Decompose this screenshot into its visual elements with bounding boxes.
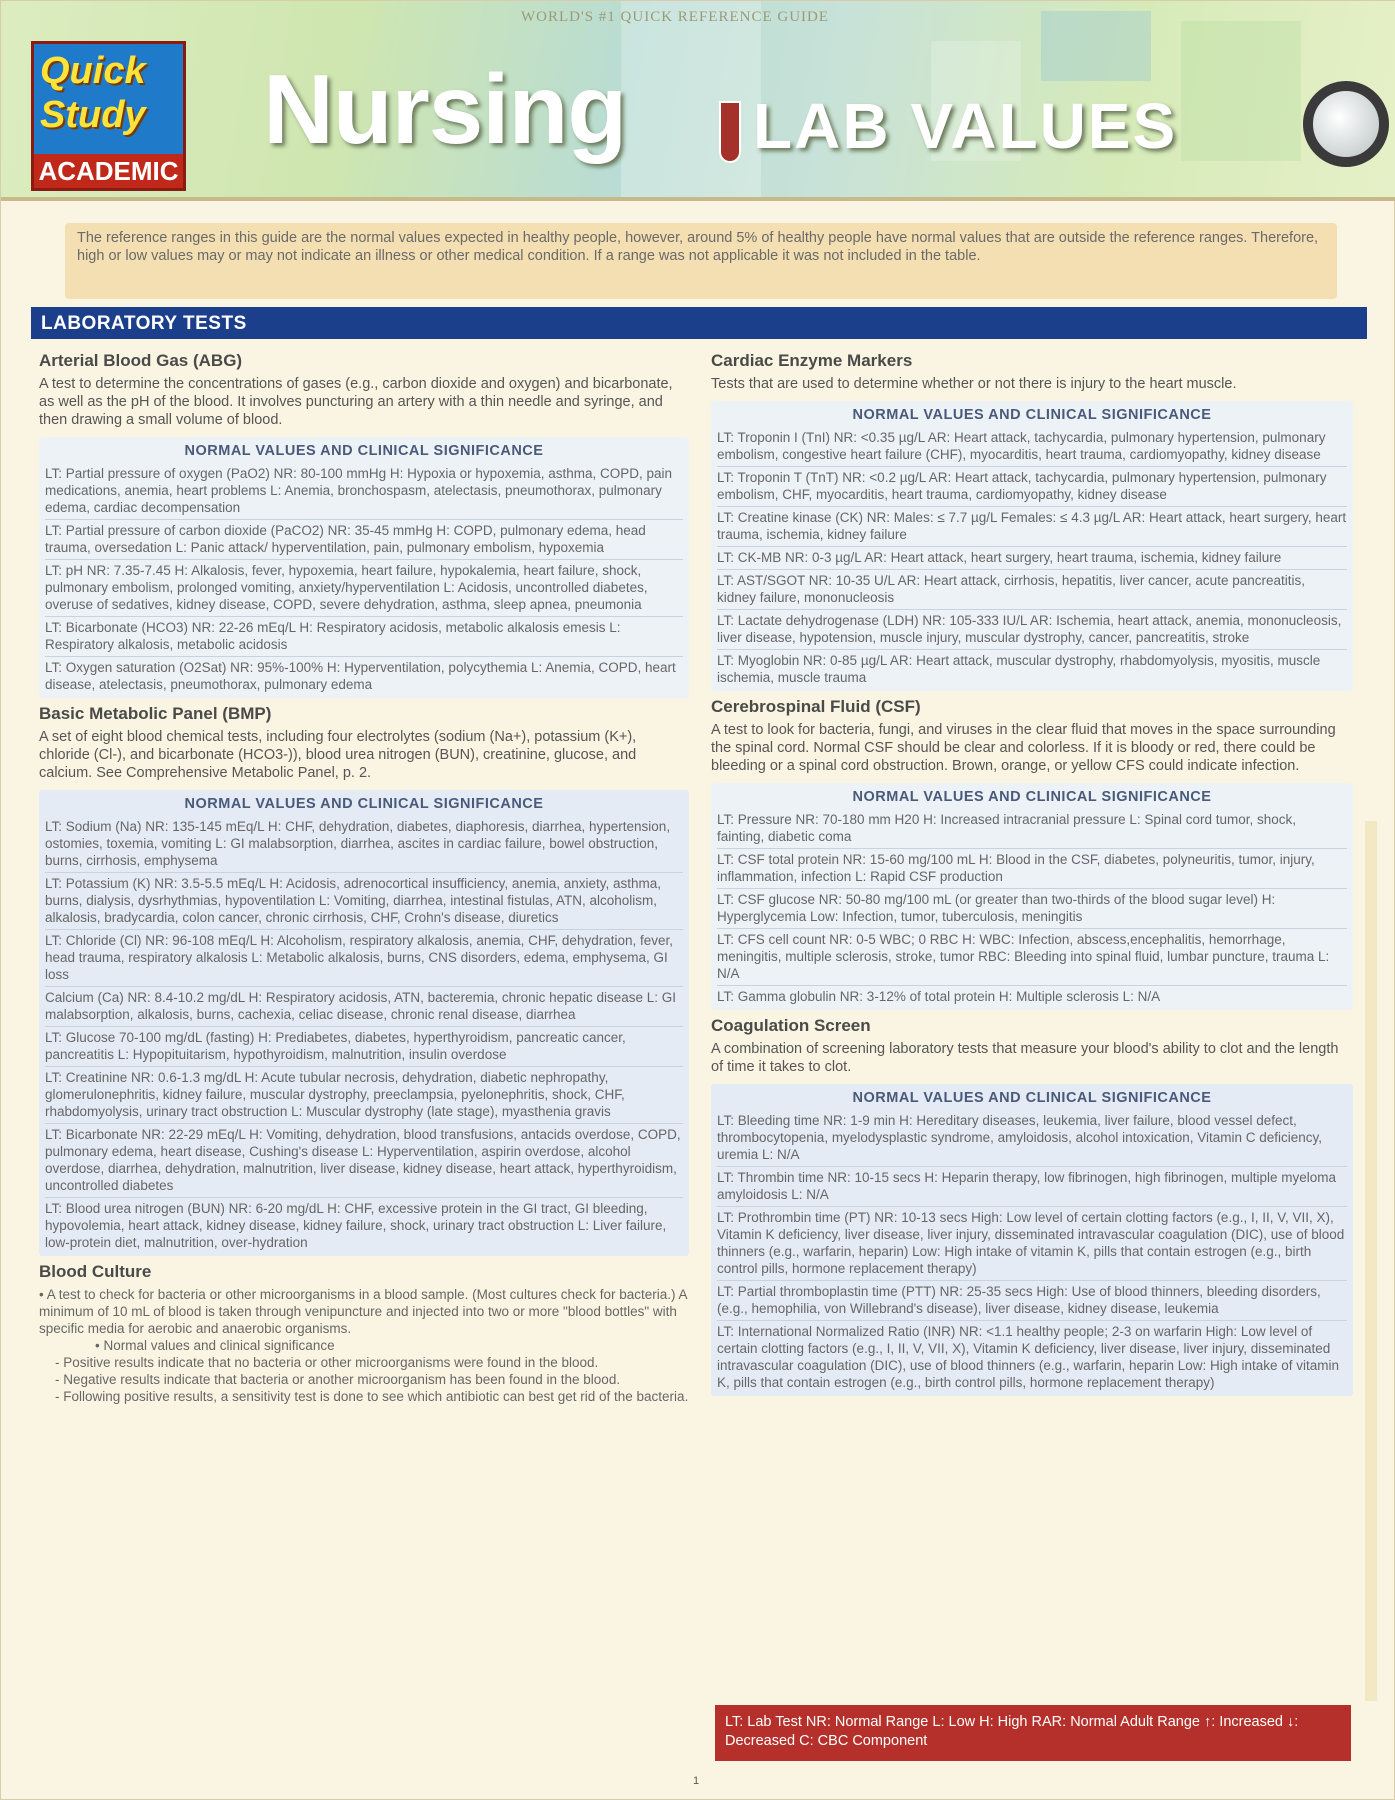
lab-entry: LT: Pressure NR: 70-180 mm H20 H: Increased intracranial pressure L: Spinal cord tumor, shock, fainting, diabetic coma — [717, 809, 1347, 849]
test-tube-icon — [719, 101, 741, 163]
normal-values-box-abg — [39, 437, 689, 698]
section-title-bmp: Basic Metabolic Panel (BMP) — [39, 704, 272, 723]
lab-entry: LT: Partial thromboplastin time (PTT) NR: 25-35 secs High: Use of blood thinners, bleeding disorders, (e.g., hemophilia, von Willebrand's disease), liver disease, kidney disease, leukemia — [717, 1281, 1347, 1321]
lab-entry: LT: CK-MB NR: 0-3 µg/L AR: Heart attack, heart surgery, heart trauma, ischemia, kidney failure — [717, 547, 1347, 570]
lab-entry: LT: Chloride (Cl) NR: 96-108 mEq/L H: Alcoholism, respiratory alkalosis, anemia, CHF, dehydration, fever, head trauma, respiratory alkalosis L: Metabolic alkalosis, burns, CNS disorders, edema, emphysema, GI loss — [45, 930, 683, 987]
lab-entry: LT: Thrombin time NR: 10-15 secs H: Heparin therapy, low fibrinogen, high fibrinogen, multiple myeloma amyloidosis L: N/A — [717, 1167, 1347, 1207]
normal-values-heading: NORMAL VALUES AND CLINICAL SIGNIFICANCE — [852, 407, 1212, 423]
page-title: Nursing — [263, 54, 627, 164]
lab-entry: LT: Prothrombin time (PT) NR: 10-13 secs High: Low level of certain clotting factors (e.g., I, II, V, VII, X), Vitamin K deficiency, liver disease, liver injury, disseminated intravascular coagulation (DIC), use of blood thinners (e.g., warfarin, heparin) Low: High intake of vitamin K, pills that contain estrogen (e.g., birth control pills, hormone replacement therapy) — [717, 1207, 1347, 1281]
intro-note: The reference ranges in this guide are the normal values expected in healthy people, however, around 5% of healthy people have normal values that are outside the reference ranges. Therefore, high or low values may or may not indicate an illness or other medical condition. If a range was not applicable it was not included in the table. — [65, 223, 1337, 299]
header-banner — [1, 1, 1395, 201]
list-item: - Following positive results, a sensitivity test is done to see which antibiotic can best get rid of the bacteria. — [55, 1389, 689, 1404]
lab-entry: LT: CSF total protein NR: 15-60 mg/100 mL H: Blood in the CSF, diabetes, polyneuritis, tumor, injury, inflammation, infection L: Rapid CSF production — [717, 849, 1347, 889]
list-item: - Negative results indicate that bacteria or another microorganism has been found in the blood. — [55, 1372, 621, 1387]
list-item: - Positive results indicate that no bacteria or other microorganisms were found in the blood. — [55, 1355, 599, 1370]
lab-entry: LT: Sodium (Na) NR: 135-145 mEq/L H: CHF, dehydration, diabetes, diaphoresis, diarrhea, hypertension, ostomies, toxemia, vomiting L: GI malabsorption, diarrhea, ascites in cardiac failure, bowel obstruction, burns, cirrhosis, emphysema — [45, 816, 683, 873]
lab-entry: LT: Bicarbonate NR: 22-29 mEq/L H: Vomiting, dehydration, blood transfusions, antacids overdose, COPD, pulmonary edema, heart disease, Cushing's disease L: Hyperventilation, aspirin overdose, alcohol overdose, diarrhea, dehydration, malnutrition, liver disease, kidney disease, heart attack, hyperthyroidism, uncontrolled diabetes — [45, 1124, 683, 1198]
lab-entry: LT: Myoglobin NR: 0-85 µg/L AR: Heart attack, muscular dystrophy, rhabdomyolysis, myositis, muscle ischemia, muscle trauma — [717, 653, 1321, 685]
lab-entry: LT: Creatinine NR: 0.6-1.3 mg/dL H: Acute tubular necrosis, dehydration, diabetic nephropathy, glomerulonephritis, kidney failure, muscular dystrophy, preeclampsia, pyelonephritis, shock, CHF, rhabdomyolysis, urinary tract obstruction L: Muscular dystrophy (late stage), myasthenia gravis — [45, 1067, 683, 1124]
normal-values-heading: NORMAL VALUES AND CLINICAL SIGNIFICANCE — [852, 1090, 1212, 1106]
normal-values-heading: NORMAL VALUES AND CLINICAL SIGNIFICANCE — [184, 443, 544, 459]
lab-entry: LT: CFS cell count NR: 0-5 WBC; 0 RBC H: WBC: Infection, abscess,encephalitis, hemorrhage, meningitis, multiple sclerosis, stroke, tumor RBC: Bleeding into spinal fluid, lumbar puncture, trauma L: N/A — [717, 929, 1347, 986]
normal-values-heading: NORMAL VALUES AND CLINICAL SIGNIFICANCE — [852, 789, 1212, 805]
left-column — [39, 347, 689, 1405]
right-column — [711, 347, 1353, 1402]
section-title-cardiac: Cardiac Enzyme Markers — [711, 351, 913, 370]
section-desc-coagulation: A combination of screening laboratory tests that measure your blood's ability to clot and the length of time it takes to clot. — [711, 1041, 1339, 1075]
lab-entry: LT: Partial pressure of carbon dioxide (PaCO2) NR: 35-45 mmHg H: COPD, pulmonary edema, head trauma, oversedation L: Panic attack/ hyperventilation, pain, pulmonary embolism, hypoxemia — [45, 520, 683, 560]
lab-entry: LT: Bleeding time NR: 1-9 min H: Hereditary diseases, leukemia, liver failure, blood vessel defect, thrombocytopenia, myelodysplastic syndrome, amyloidosis, alcohol intoxication, Vitamin C deficiency, uremia L: N/A — [717, 1110, 1347, 1167]
lab-entry: LT: Troponin T (TnT) NR: <0.2 µg/L AR: Heart attack, tachycardia, pulmonary hypertension, pulmonary embolism, CHF, myocarditis, heart trauma, cardiomyopathy, kidney disease — [717, 467, 1347, 507]
magnifier-icon — [1303, 81, 1389, 167]
lab-entry: LT: Blood urea nitrogen (BUN) NR: 6-20 mg/dL H: CHF, excessive protein in the GI tract, GI bleeding, hypovolemia, heart attack, kidney disease, kidney failure, shock, urinary tract obstruction L: Liver failure, low-protein diet, malnutrition, over-hydration — [45, 1201, 667, 1250]
lab-entry: LT: pH NR: 7.35-7.45 H: Alkalosis, fever, hypoxemia, heart failure, hypokalemia, heart failure, shock, pulmonary embolism, prolonged vomiting, anxiety/hyperventilation L: Acidosis, uncontrolled diabetes, overuse of sedatives, kidney disease, COPD, severe dehydration, asthma, sleep apnea, pneumonia — [45, 560, 683, 617]
section-title-csf: Cerebrospinal Fluid (CSF) — [711, 697, 921, 716]
page-number: 1 — [693, 1775, 700, 1787]
page-subtitle: LAB VALUES — [753, 90, 1178, 162]
normal-values-heading: NORMAL VALUES AND CLINICAL SIGNIFICANCE — [184, 796, 544, 812]
section-desc-abg: A test to determine the concentrations of gases (e.g., carbon dioxide and oxygen) and bicarbonate, as well as the pH of the blood. It involves puncturing an artery with a thin needle and syringe, and then drawing a small volume of blood. — [39, 376, 673, 428]
logo-line-quick: Quick — [40, 50, 146, 92]
normal-values-box-coagulation — [711, 1084, 1353, 1396]
lab-entry: LT: Potassium (K) NR: 3.5-5.5 mEq/L H: Acidosis, adrenocortical insufficiency, anemia, anxiety, asthma, burns, dialysis, dysrhythmias, hypoventilation L: Vomiting, diarrhea, intestinal fistulas, ATN, alcoholism, alkalosis, bradycardia, colon cancer, chronic cirrhosis, CHF, Crohn's disease, diuretics — [45, 873, 683, 930]
lab-entry: LT: CSF glucose NR: 50-80 mg/100 mL (or greater than two-thirds of the blood sugar level) H: Hyperglycemia Low: Infection, tumor, tuberculosis, meningitis — [717, 889, 1347, 929]
lab-entry: LT: Lactate dehydrogenase (LDH) NR: 105-333 IU/L AR: Ischemia, heart attack, anemia, mononucleosis, liver disease, hypotension, muscle injury, muscular dystrophy, cancer, pancreatitis, stroke — [717, 610, 1347, 650]
section-title-abg: Arterial Blood Gas (ABG) — [39, 351, 243, 370]
list-item: • A test to check for bacteria or other microorganisms in a blood sample. (Most cultures check for bacteria.) A minimum of 10 mL of blood is taken through venipuncture and injected into two or more "blood bottles" with specific media for aerobic and anaerobic organisms. — [39, 1287, 687, 1336]
lab-entry: LT: International Normalized Ratio (INR) NR: <1.1 healthy people; 2-3 on warfarin High: Low level of certain clotting factors (e.g., I, II, V, VII, X), Vitamin K deficiency, liver disease, liver injury, disseminated intravascular coagulation (DIC), use of blood thinners (e.g., warfarin, heparin Low: High intake of vitamin K, pills that contain estrogen (e.g., birth control pills, hormone replacement therapy) — [717, 1324, 1340, 1390]
tagline: WORLD'S #1 QUICK REFERENCE GUIDE — [521, 9, 830, 25]
normal-values-box-csf — [711, 783, 1353, 1010]
normal-values-box-cardiac — [711, 401, 1353, 691]
lab-entry: LT: Oxygen saturation (O2Sat) NR: 95%-100% H: Hyperventilation, polycythemia L: Anemia, COPD, heart disease, atelectasis, pneumothorax, pulmonary edema — [45, 660, 676, 692]
section-title-coagulation: Coagulation Screen — [711, 1016, 871, 1035]
section-desc-bmp: A set of eight blood chemical tests, including four electrolytes (sodium (Na+), potassium (K+), chloride (Cl-), and bicarbonate (HCO3-)), blood urea nitrogen (BUN), creatinine, glucose, and calcium. See Comprehensive Metabolic Panel, p. 2. — [39, 729, 637, 781]
lab-entry: LT: Partial pressure of oxygen (PaO2) NR: 80-100 mmHg H: Hypoxia or hypoxemia, asthma, COPD, pain medications, anemia, heart problems L: Anemia, bronchospasm, atelectasis, pneumothorax, pulmonary edema, cardiac decompensation — [45, 463, 683, 520]
lab-entry: LT: AST/SGOT NR: 10-35 U/L AR: Heart attack, cirrhosis, hepatitis, liver cancer, acute pancreatitis, kidney failure, mononucleosis — [717, 570, 1347, 610]
lab-entry: Calcium (Ca) NR: 8.4-10.2 mg/dL H: Respiratory acidosis, ATN, bacteremia, chronic hepatic disease L: GI malabsorption, alkalosis, burns, cachexia, celiac disease, chronic renal disease, diarrhea — [45, 987, 683, 1027]
normal-values-box-bmp — [39, 790, 689, 1256]
header-decoration — [1041, 11, 1151, 81]
quickstudy-logo — [31, 41, 186, 191]
section-title-blood-culture: Blood Culture — [39, 1262, 152, 1281]
lab-entry: LT: Glucose 70-100 mg/dL (fasting) H: Prediabetes, diabetes, hyperthyroidism, pancreatic cancer, pancreatitis L: Hypopituitarism, hypothyroidism, malnutrition, insulin overdose — [45, 1027, 683, 1067]
lab-entry: LT: Troponin I (TnI) NR: <0.35 µg/L AR: Heart attack, tachycardia, pulmonary hypertension, pulmonary embolism, congestive heart failure (CHF), myocarditis, heart trauma, cardiomyopathy, kidney disease — [717, 427, 1347, 467]
section-header-laboratory-tests: LABORATORY TESTS — [31, 307, 1367, 339]
lab-entry: LT: Creatine kinase (CK) NR: Males: ≤ 7.7 µg/L Females: ≤ 4.3 µg/L AR: Heart attack, heart surgery, heart trauma, ischemia, kidney failure — [717, 507, 1347, 547]
logo-line-study: Study — [40, 94, 146, 136]
section-desc-cardiac: Tests that are used to determine whether or not there is injury to the heart muscle. — [711, 376, 1237, 392]
header-decoration — [1181, 21, 1301, 161]
side-strip — [1365, 821, 1377, 1701]
logo-line-academic: ACADEMIC — [34, 154, 183, 188]
lab-entry: LT: Bicarbonate (HCO3) NR: 22-26 mEq/L H: Respiratory acidosis, metabolic alkalosis emesis L: Respiratory alkalosis, metabolic acidosis — [45, 617, 683, 657]
lab-entry: LT: Gamma globulin NR: 3-12% of total protein H: Multiple sclerosis L: N/A — [717, 989, 1161, 1004]
section-desc-csf: A test to look for bacteria, fungi, and viruses in the clear fluid that moves in the space surrounding the spinal cord. Normal CSF should be clear and colorless. If it is bloody or red, there could be bleeding or a spinal cord obstruction. Brown, orange, or yellow CFS could indicate infection. — [711, 722, 1336, 774]
blood-culture-list — [39, 1286, 689, 1405]
abbreviation-legend: LT: Lab Test NR: Normal Range L: Low H: High RAR: Normal Adult Range ↑: Increased ↓: Decreased C: CBC Component — [715, 1705, 1351, 1761]
list-item: • Normal values and clinical significance — [95, 1338, 335, 1353]
